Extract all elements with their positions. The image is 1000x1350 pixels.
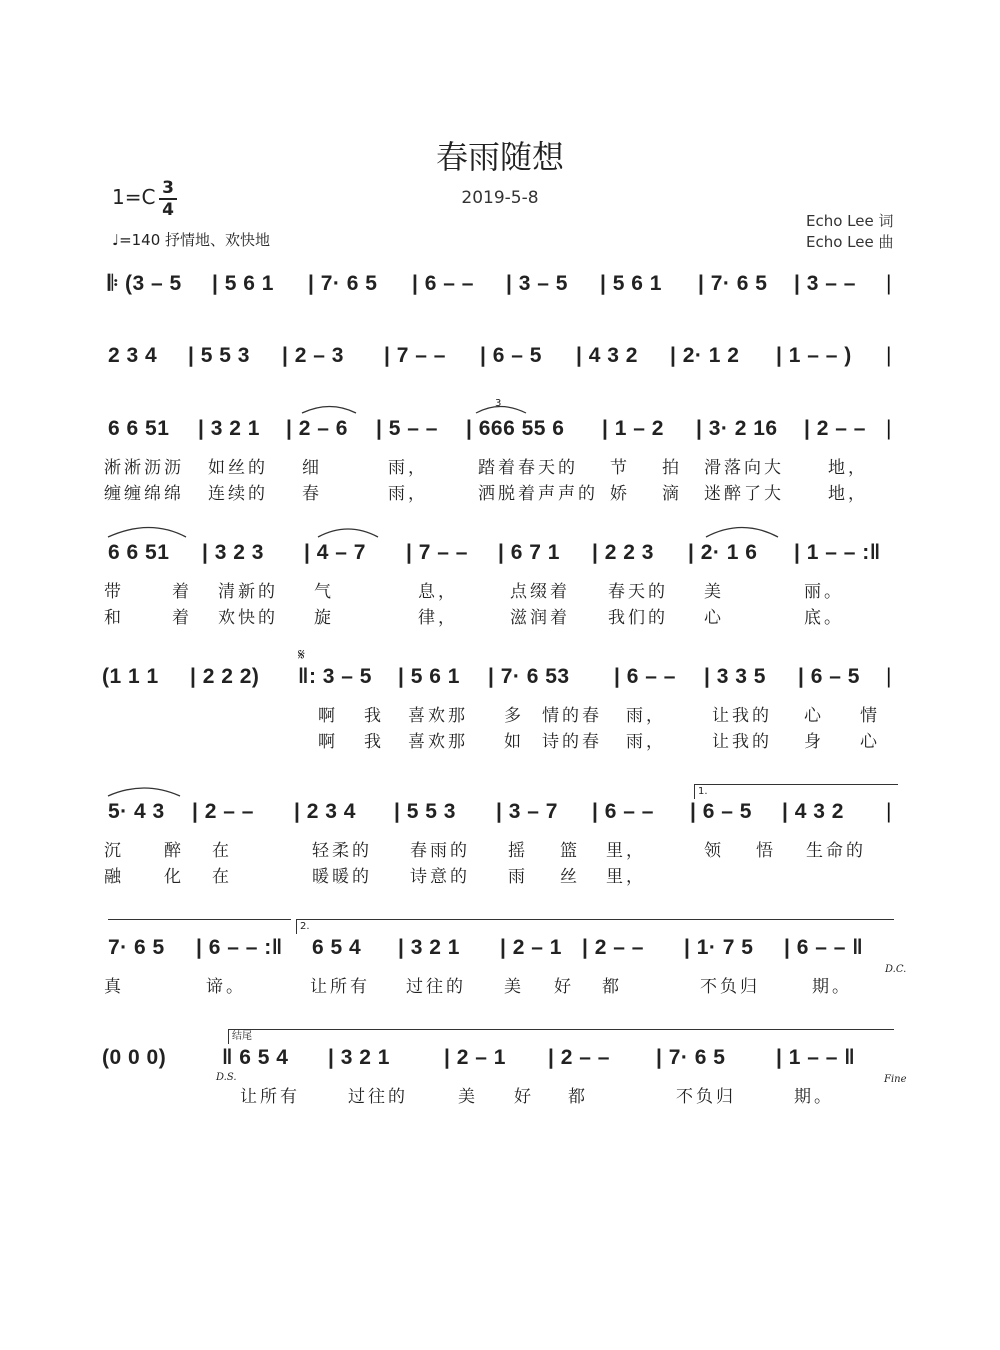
measure: | 2 2 3 [592, 541, 654, 564]
composition-date: 2019-5-8 [461, 188, 539, 208]
measure: | 5 – – [376, 417, 438, 440]
lyric: 缠缠绵绵 [104, 484, 184, 504]
lyric: 着 [172, 582, 192, 602]
lyric: 诗的春 [542, 732, 602, 752]
measure: | 5 6 1 [600, 272, 662, 295]
lyric: 息， [418, 582, 458, 602]
lyric: 迷醉了大 [704, 484, 784, 504]
lyric: 悟 [756, 841, 776, 861]
measure: | 7 – – [406, 541, 468, 564]
lyric: 生命的 [806, 841, 866, 861]
measure: | 5 6 1 [212, 272, 274, 295]
lyric: 和 [104, 608, 124, 628]
lyric: 身 [804, 732, 824, 752]
measure: | 5 6 1 [398, 665, 460, 688]
lyric: 美 [704, 582, 724, 602]
notation-line [108, 796, 894, 828]
measure: | 6 – 5 [690, 800, 752, 823]
lyric: 连续的 [208, 484, 268, 504]
lyric: 洒脱着声声的 [478, 484, 598, 504]
lyric: 轻柔的 [312, 841, 372, 861]
lyric: 让我的 [712, 706, 772, 726]
measure: | 1· 7 5 [684, 936, 754, 959]
lyric: 地， [828, 458, 868, 478]
coda-bracket: 结尾 [228, 1029, 894, 1044]
lyric: 美 [458, 1087, 478, 1107]
lyric: 让所有 [310, 977, 370, 997]
lyric: 雨 [508, 867, 528, 887]
lyrics-verse-1 [104, 577, 894, 602]
composer-credit: Echo Lee 曲 [806, 233, 894, 251]
lyric: 滋润着 [510, 608, 570, 628]
lyric: 期。 [812, 977, 852, 997]
measure: | 3 2 3 [202, 541, 264, 564]
measure: 6 6 51 [108, 541, 170, 564]
lyric: 清新的 [218, 582, 278, 602]
lyric: 不负归 [700, 977, 760, 997]
lyric: 情的春 [542, 706, 602, 726]
measure: | 2 – – [804, 417, 866, 440]
lyric: 踏着春天的 [478, 458, 578, 478]
lyric: 多 [504, 706, 524, 726]
measure: | 2 – – [548, 1046, 610, 1069]
measure: | 6 – – [412, 272, 474, 295]
lyric: 淅淅沥沥 [104, 458, 184, 478]
measure: | 2 2 2) [190, 665, 260, 688]
fine-marking: Fine [884, 1074, 907, 1085]
notation-line [108, 340, 894, 372]
triplet-number: 3 [495, 398, 502, 409]
lyric: 娇 [610, 484, 630, 504]
measure: | 2 – – [582, 936, 644, 959]
measure: | 6 – – ‖ [784, 936, 864, 959]
lyric: 真 [104, 977, 124, 997]
measure: | 7 – – [384, 344, 446, 367]
lyric: 雨， [388, 458, 428, 478]
time-signature [158, 179, 178, 219]
measure: | 1 – – ‖ [776, 1046, 856, 1069]
lyric: 都 [602, 977, 622, 997]
measure: | 6 – 5 [480, 344, 542, 367]
lyric: 好 [514, 1087, 534, 1107]
measure: | 7· 6 5 [308, 272, 378, 295]
measure: 2 3 4 [108, 344, 158, 367]
lyric: 底。 [804, 608, 844, 628]
lyric: 律， [418, 608, 458, 628]
lyrics-verse-1 [108, 701, 894, 725]
lyric: 在 [212, 841, 232, 861]
lyric: 细 [302, 458, 322, 478]
measure: 5· 4 3 [108, 800, 165, 823]
lyric: 滑落向大 [704, 458, 784, 478]
key-signature: 1=C [112, 185, 156, 209]
lyric: 融 [104, 867, 124, 887]
time-signature-top: 3 [162, 178, 174, 198]
lyric: 地， [828, 484, 868, 504]
measure: | 6 – 5 [798, 665, 860, 688]
lyric: 欢快的 [218, 608, 278, 628]
lyric: 好 [554, 977, 574, 997]
song-title: 春雨随想 [435, 138, 564, 176]
lyrics-verse-1 [104, 836, 894, 861]
lyric: 拍 [662, 458, 682, 478]
measure: | 6 – – [614, 665, 676, 688]
lyric: 带 [104, 582, 124, 602]
measure: | 6 7 1 [498, 541, 560, 564]
lyric: 如 [504, 732, 524, 752]
lyric: 如丝的 [208, 458, 268, 478]
measure: | 6 – – :‖ [196, 936, 283, 959]
lyric: 篮 [560, 841, 580, 861]
notation-line [108, 268, 894, 300]
lyric: 春 [302, 484, 322, 504]
measure: 6 5 4 [312, 936, 362, 959]
measure: (0 0 0) [102, 1046, 167, 1069]
lyric: 我 [364, 732, 384, 752]
measure: | 3 – 7 [496, 800, 558, 823]
measure: | 4 3 2 [782, 800, 844, 823]
lyric: 期。 [794, 1087, 834, 1107]
measure: | 2· 1 6 [688, 541, 758, 564]
measure: 7· 6 5 [108, 936, 165, 959]
lyric: 啊 [318, 732, 338, 752]
lyric: 让所有 [240, 1087, 300, 1107]
measure: | 666 55 6 [466, 417, 565, 440]
measure: | 6 – – [592, 800, 654, 823]
lyric: 啊 [318, 706, 338, 726]
lyric: 春雨的 [410, 841, 470, 861]
slur [318, 529, 378, 537]
slur [108, 788, 180, 796]
measure: ‖: 3 – 5 [298, 665, 372, 688]
lyric: 心 [804, 706, 824, 726]
lyric: 化 [164, 867, 184, 887]
lyric: 喜欢那 [408, 732, 468, 752]
measure: | 4 3 2 [576, 344, 638, 367]
volta-1-continuation [108, 919, 291, 934]
lyric: 滴 [662, 484, 682, 504]
segno-sign: 𝄋 [298, 645, 305, 664]
lyric: 我 [364, 706, 384, 726]
lyrics-verse-2 [104, 479, 894, 504]
notation-line [102, 1042, 894, 1074]
measure: | 7· 6 5 [698, 272, 768, 295]
lyric: 节 [610, 458, 630, 478]
slur [108, 528, 186, 538]
lyric: 美 [504, 977, 524, 997]
measure: | 7· 6 5 [656, 1046, 726, 1069]
measure: | 2 – – [192, 800, 254, 823]
measure: | 1 – – ) [776, 344, 852, 367]
lyrics-verse-1 [104, 453, 894, 478]
lyric: 诗意的 [410, 867, 470, 887]
lyric: 领 [704, 841, 724, 861]
measure: | 2 – 1 [500, 936, 562, 959]
lyric: 气 [314, 582, 334, 602]
lyric: 不负归 [676, 1087, 736, 1107]
measure: | 3 3 5 [704, 665, 766, 688]
lyric: 暖暖的 [312, 867, 372, 887]
barline: | [886, 665, 892, 688]
lyric: 情 [860, 706, 880, 726]
slur [706, 528, 778, 538]
lyric: 春天的 [608, 582, 668, 602]
lyric: 谛。 [206, 977, 246, 997]
notation-line [108, 413, 894, 445]
measure: 6 6 51 [108, 417, 170, 440]
notation-line [102, 661, 894, 693]
lyric: 都 [568, 1087, 588, 1107]
lyric: 沉 [104, 841, 124, 861]
measure: 𝄆 (3 – 5 [108, 272, 182, 295]
volta-2-bracket: 2. [296, 919, 894, 934]
measure: ‖ 6 5 4 [222, 1046, 289, 1069]
lyric: 雨， [626, 706, 666, 726]
tempo-marking: ♩=140 抒情地、欢快地 [112, 231, 271, 249]
lyric: 我们的 [608, 608, 668, 628]
measure: | 3 2 1 [328, 1046, 390, 1069]
lyric: 雨， [626, 732, 666, 752]
barline: | [886, 272, 892, 295]
measure: | 2 – 3 [282, 344, 344, 367]
lyrics-verse-2 [108, 727, 894, 751]
measure: | 3· 2 16 [696, 417, 778, 440]
volta-1-bracket: 1. [694, 784, 898, 799]
barline: | [886, 344, 892, 367]
lyrics-verse-1 [104, 972, 894, 997]
notation-line [108, 537, 894, 569]
lyric: 里， [606, 841, 646, 861]
lyrics-verse-2 [104, 862, 894, 887]
lyric: 丽。 [804, 582, 844, 602]
barline: | [886, 417, 892, 440]
lyric: 喜欢那 [408, 706, 468, 726]
measure: | 3 – 5 [506, 272, 568, 295]
measure: | 3 2 1 [198, 417, 260, 440]
measure: | 5 5 3 [188, 344, 250, 367]
lyric: 过往的 [406, 977, 466, 997]
measure: | 3 – – [794, 272, 856, 295]
measure: | 1 – – :‖ [794, 541, 881, 564]
lyric: 点缀着 [510, 582, 570, 602]
time-signature-bottom: 4 [162, 200, 174, 220]
barline: | [886, 800, 892, 823]
lyrics-verse-2 [104, 603, 894, 628]
measure: | 1 – 2 [602, 417, 664, 440]
lyric: 过往的 [348, 1087, 408, 1107]
lyric: 里， [606, 867, 646, 887]
measure: | 4 – 7 [304, 541, 366, 564]
lyric: 醉 [164, 841, 184, 861]
lyric: 让我的 [712, 732, 772, 752]
measure: | 2 3 4 [294, 800, 356, 823]
measure: | 7· 6 53 [488, 665, 570, 688]
measure: | 2 – 1 [444, 1046, 506, 1069]
lyric: 旋 [314, 608, 334, 628]
lyric: 雨， [388, 484, 428, 504]
notation-line [108, 932, 894, 964]
lyric: 着 [172, 608, 192, 628]
ds-marking: D.S. [216, 1072, 237, 1083]
lyric: 心 [860, 732, 880, 752]
lyric: 丝 [560, 867, 580, 887]
dc-marking: D.C. [885, 964, 907, 975]
measure: | 2 – 6 [286, 417, 348, 440]
measure: | 3 2 1 [398, 936, 460, 959]
lyric: 摇 [508, 841, 528, 861]
lyricist-credit: Echo Lee 词 [806, 212, 894, 230]
measure: | 5 5 3 [394, 800, 456, 823]
measure: | 2· 1 2 [670, 344, 740, 367]
lyrics-verse-1 [108, 1082, 894, 1106]
measure: (1 1 1 [102, 665, 159, 688]
lyric: 在 [212, 867, 232, 887]
lyric: 心 [704, 608, 724, 628]
